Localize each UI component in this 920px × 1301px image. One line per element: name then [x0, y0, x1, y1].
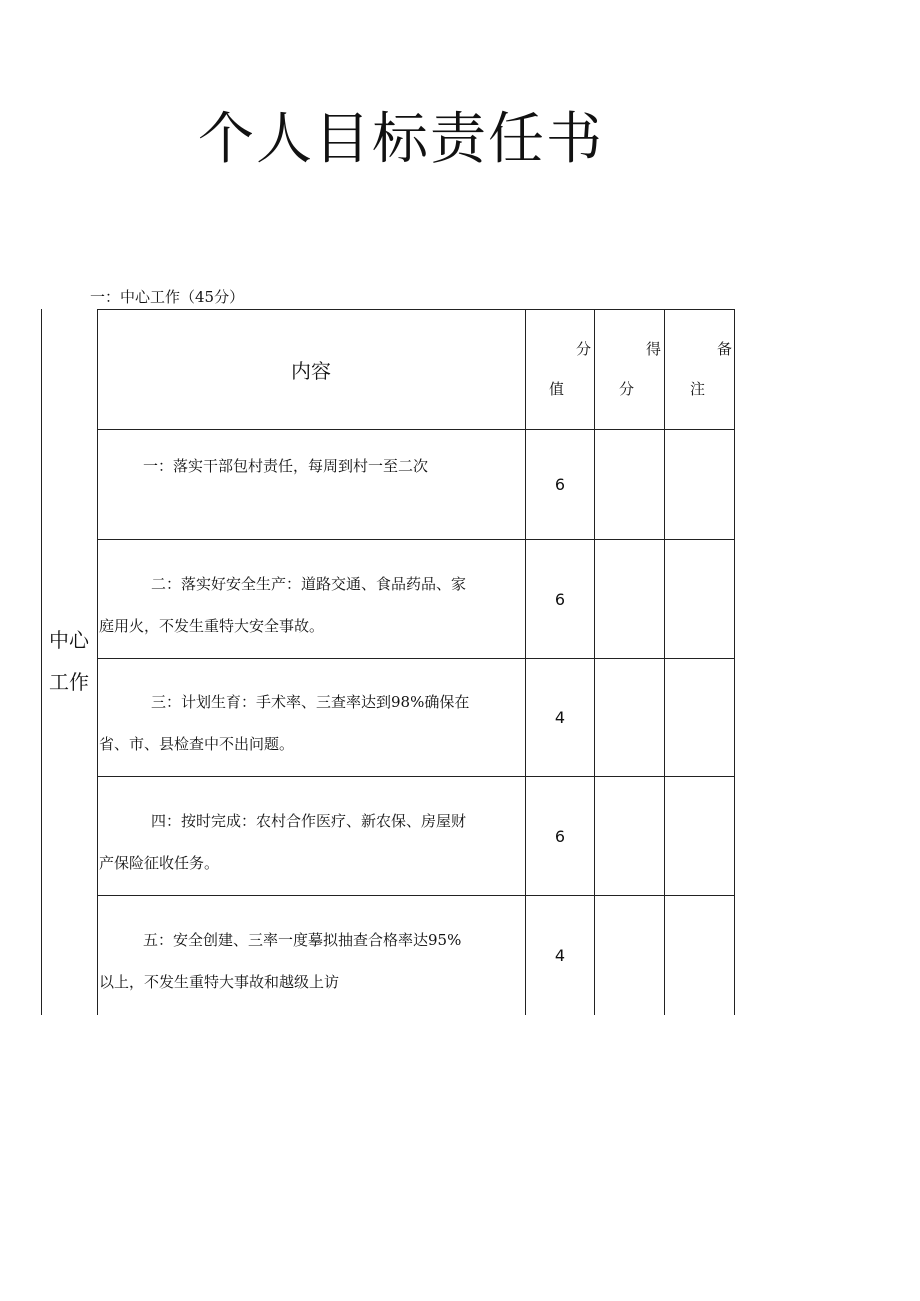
table-row-line-2 [97, 539, 735, 540]
table-row-line-5 [97, 895, 735, 896]
category-label-line-1: 中心 [49, 628, 89, 652]
row-4-score: 6 [554, 827, 566, 846]
header-score-bottom: 值 [549, 380, 565, 398]
table-row [99, 919, 519, 1003]
row-2-content-line-2: 庭用火，不发生重特大安全事故。 [99, 617, 325, 635]
category-label-line-2: 工作 [49, 670, 89, 694]
row-5-score: 4 [554, 946, 566, 965]
row-5-content-line-2: 以上，不发生重特大事故和越级上访 [99, 973, 340, 991]
section-heading: 一：中心工作（45分） [90, 288, 245, 306]
table-row [99, 563, 519, 647]
table-row [99, 681, 519, 765]
row-1-content: 一：落实干部包村责任，每周到村一至二次 [143, 457, 429, 475]
table-divider-content [525, 309, 526, 1015]
table-row-line-3 [97, 658, 735, 659]
row-3-score: 4 [554, 708, 566, 727]
row-4-content-line-1: 四：按时完成：农村合作医疗、新农保、房屋财 [151, 812, 467, 830]
row-3-content-line-1: 三：计划生育：手术率、三查率达到98%确保在 [151, 693, 470, 711]
row-4-content-line-2: 产保险征收任务。 [99, 854, 220, 872]
header-content: 内容 [291, 358, 331, 383]
target-table [41, 309, 735, 1015]
row-2-content-line-1: 二：落实好安全生产：道路交通、食品药品、家 [151, 575, 467, 593]
row-2-score: 6 [554, 590, 566, 609]
row-5-content-line-1: 五：安全创建、三率一度摹拟抽查合格率达95% [143, 931, 462, 949]
table-divider-earned [664, 309, 665, 1015]
header-remark-bottom: 注 [690, 380, 706, 398]
table-row-line-1 [97, 429, 735, 430]
category-label [41, 619, 97, 703]
table-row [99, 445, 519, 487]
header-score-top: 分 [576, 340, 592, 358]
document-title: 个人目标责任书 [198, 107, 604, 172]
header-earned-bottom: 分 [619, 380, 635, 398]
header-earned-top: 得 [646, 340, 662, 358]
row-3-content-line-2: 省、市、县检查中不出问题。 [99, 735, 295, 753]
row-1-score: 6 [554, 475, 566, 494]
header-remark-top: 备 [717, 340, 733, 358]
table-row-line-4 [97, 776, 735, 777]
table-border-right [734, 309, 735, 1015]
table-row [99, 800, 519, 884]
table-divider-score [594, 309, 595, 1015]
